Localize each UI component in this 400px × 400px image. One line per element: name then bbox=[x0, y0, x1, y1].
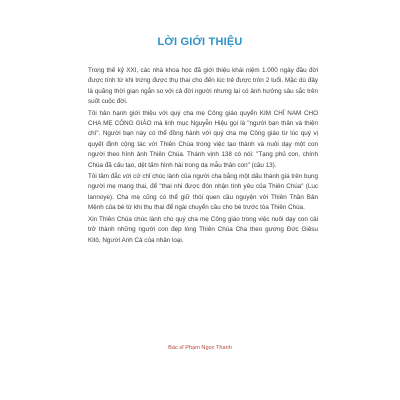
paragraph-1: Trong thế kỷ XXI, các nhà khoa học đã giới thiệu khái niệm 1.000 ngày đầu đời được tính từ khi trứng được thụ thai cho đến lúc trẻ được tròn 2 tuổi. Mặc dù đây là quãng thời gian ngắn so với cả đời người nhưng lại có ảnh hưởng sâu sắc trên suốt cuộc đời. bbox=[88, 67, 318, 106]
introduction-body bbox=[88, 66, 318, 246]
author-signature: Bác sĩ Phạm Ngọc Thanh bbox=[168, 345, 232, 351]
paragraph-3: Tôi tâm đắc với cử chỉ chúc lành của người cha bằng một dấu thánh giá trên bụng người mẹ mang thai, để "thai nhi được đón nhận tình yêu của Thiên Chúa" (Luc lannoye). Cha mẹ cũng có thể giữ thói quen cầu nguyện với Thiên Thần Bản Mệnh của bé từ khi thụ thai để ngài chuyển cầu cho bé trước tòa Thiên Chúa. bbox=[88, 173, 318, 212]
page-title: LỜI GIỚI THIỆU bbox=[157, 36, 243, 48]
paragraph-4: Xin Thiên Chúa chúc lành cho quý cha mẹ Công giáo trong việc nuôi dạy con cái trở thành những người con đẹp lòng Thiên Chúa Cha theo gương Đức Giêsu Kitô, Người Anh Cả của nhân loại. bbox=[88, 215, 318, 244]
paragraph-2: Tôi hân hạnh giới thiệu với quý cha mẹ Công giáo quyển KIM CHỈ NAM CHO CHA MẸ CÔNG GIÁO mà linh mục Nguyễn Hiệu gọi là "người bạn thân và thiện chí". Người bạn này có thể đồng hành với quý cha mẹ Công giáo từ lúc quý vị quyết định cộng tác với Thiên Chúa trong việc tạo thành và nuôi dạy một con người theo hình ảnh Thiên Chúa. Thánh vịnh 138 có nói: "Tạng phủ con, chính Chúa đã cấu tạo, dệt tấm hình hài trong dạ mẫu thân con" (câu 13). bbox=[88, 109, 318, 169]
